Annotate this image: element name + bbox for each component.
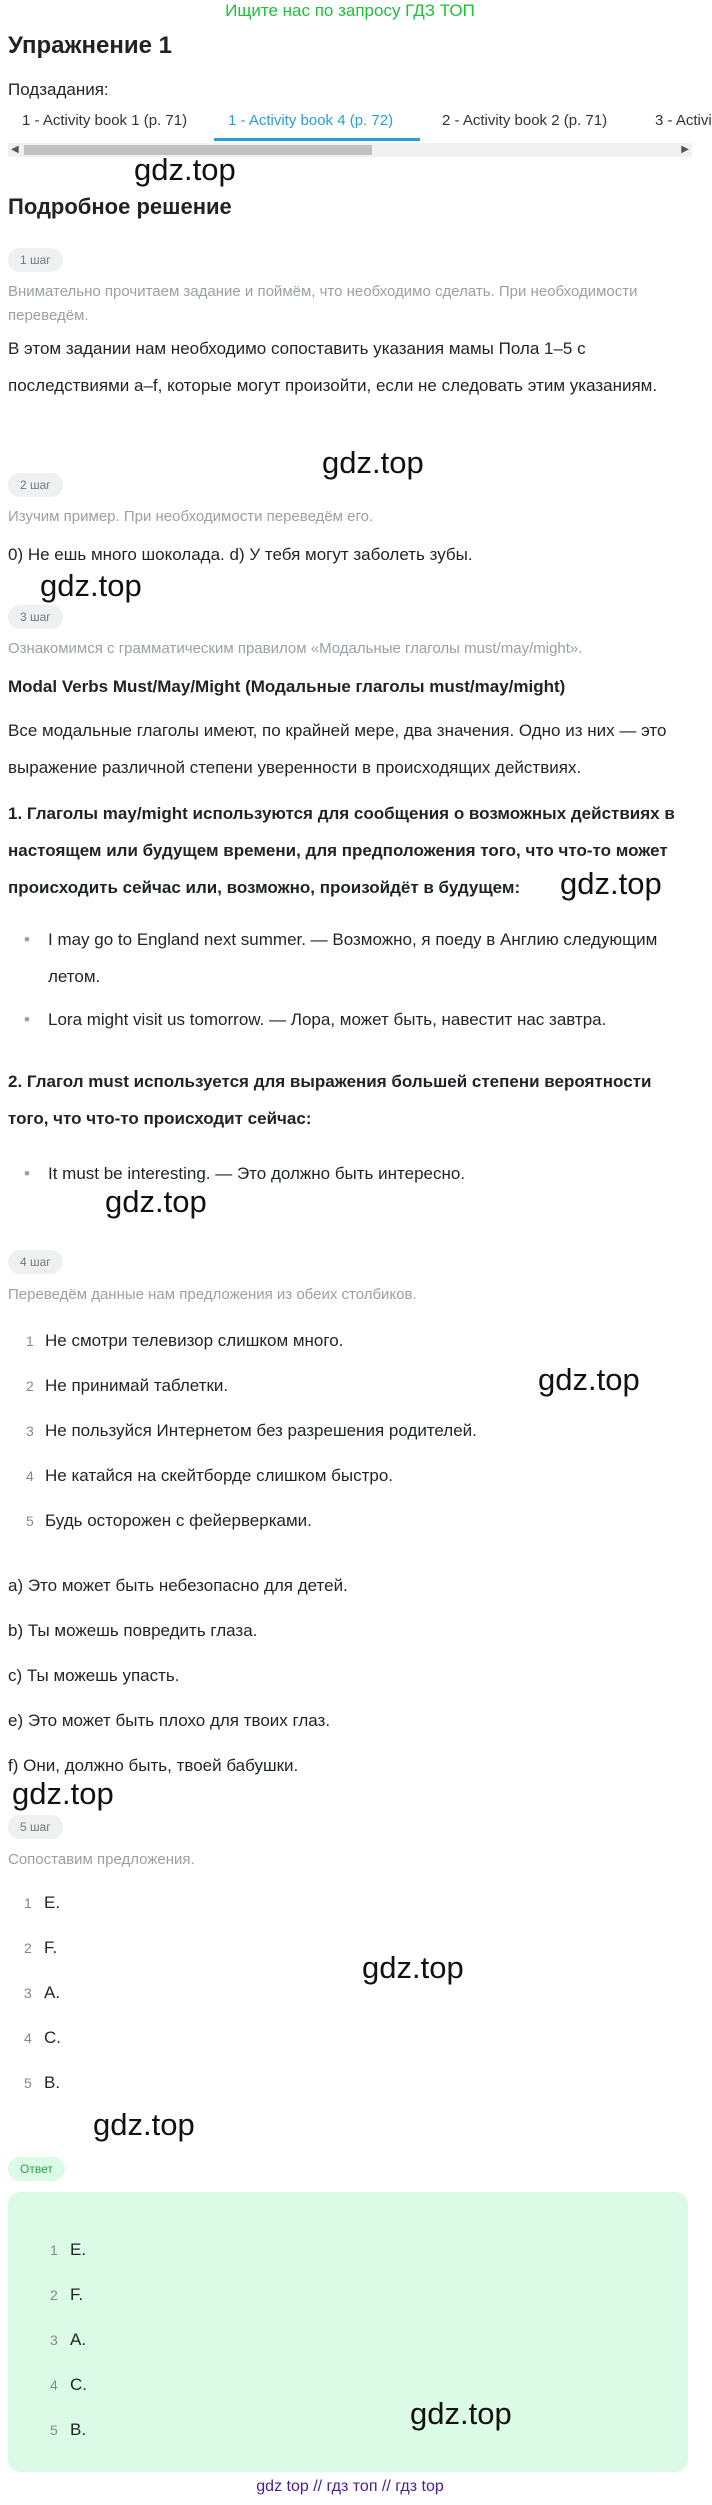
example-text: Lora might visit us tomorrow. — Лора, может быть, навестит нас завтра. xyxy=(48,1010,607,1029)
match-item: E. xyxy=(44,1893,61,1912)
list-number: 5 xyxy=(24,2075,32,2091)
watermark: gdz.top xyxy=(105,1184,207,1219)
step-note: Ознакомимся с грамматическим правилом «Модальные глаголы must/may/might». xyxy=(8,640,583,657)
step-note: Внимательно прочитаем задание и поймём, что необходимо сделать. При необходимости переведём. xyxy=(8,283,638,324)
rule-may-might: 1. Глаголы may/might используются для сообщения о возможных действиях в настоящем или будущем времени, для предположения того, что что-то может происходить сейчас или, возможно, произойдёт в будущем: xyxy=(8,804,675,897)
match-item: A. xyxy=(44,1983,61,2002)
example-item xyxy=(26,1001,676,1038)
tabs-scrollbar[interactable] xyxy=(8,143,692,157)
step-text: В этом задании нам необходимо сопоставить указания мамы Пола 1–5 с последствиями a–f, которые могут произойти, если не следовать этим указаниям. xyxy=(8,339,658,395)
watermark: gdz.top xyxy=(12,1776,114,1811)
list-number: 1 xyxy=(26,1333,34,1349)
step-badge: 5 шаг xyxy=(8,1815,63,1839)
list-number: 5 xyxy=(50,2422,58,2438)
list-number: 2 xyxy=(26,1378,34,1394)
match-item: C. xyxy=(44,2028,61,2047)
subtasks-label: Подзадания: xyxy=(8,80,109,99)
promo-banner[interactable]: Ищите нас по запросу ГДЗ ТОП xyxy=(225,1,475,20)
list-number: 4 xyxy=(50,2377,58,2393)
example-item xyxy=(26,921,676,995)
list-number: 1 xyxy=(50,2242,58,2258)
solution-title: Подробное решение xyxy=(8,194,232,219)
numbered-list xyxy=(0,1323,700,1530)
step-note: Изучим пример. При необходимости переведём его. xyxy=(8,508,374,525)
list-number: 2 xyxy=(24,1940,32,1956)
step-badge: 4 шаг xyxy=(8,1250,63,1274)
letter-item: b) Ты можешь повредить глаза. xyxy=(8,1621,258,1640)
match-item: B. xyxy=(44,2073,61,2092)
list-number: 1 xyxy=(24,1895,32,1911)
step-text: 0) Не ешь много шоколада. d) У тебя могут заболеть зубы. xyxy=(8,545,473,564)
list-item: Не принимай таблетки. xyxy=(45,1376,229,1395)
step-note: Переведём данные нам предложения из обеих столбиков. xyxy=(8,1286,417,1303)
watermark: gdz.top xyxy=(538,1362,640,1397)
list-number: 3 xyxy=(50,2332,58,2348)
scroll-right-icon[interactable]: ▶ xyxy=(681,144,689,155)
rule-intro: Все модальные глаголы имеют, по крайней мере, два значения. Одно из них — это выражение различной степени уверенности в происходящих действиях. xyxy=(8,721,667,777)
watermark: gdz.top xyxy=(362,1950,464,1985)
list-number: 3 xyxy=(26,1423,34,1439)
rule-heading: Modal Verbs Must/May/Might (Модальные глаголы must/may/might) xyxy=(8,677,566,696)
watermark: gdz.top xyxy=(410,2396,512,2431)
match-item: F. xyxy=(44,1938,58,1957)
answer-item: A. xyxy=(70,2330,87,2349)
answer-item: C. xyxy=(70,2375,87,2394)
step-badge: 3 шаг xyxy=(8,605,63,629)
watermark: gdz.top xyxy=(93,2107,195,2142)
answer-item: E. xyxy=(70,2240,87,2259)
step-badge: 2 шаг xyxy=(8,473,63,497)
bullet-icon: • xyxy=(24,1010,30,1029)
example-text: It must be interesting. — Это должно быть интересно. xyxy=(48,1164,466,1183)
answer-item: B. xyxy=(70,2420,87,2439)
list-number: 5 xyxy=(26,1513,34,1529)
letter-item: a) Это может быть небезопасно для детей. xyxy=(8,1576,348,1595)
list-number: 2 xyxy=(50,2287,58,2303)
footer-links[interactable]: gdz top // гдз топ // гдз top xyxy=(256,2478,444,2495)
watermark: gdz.top xyxy=(322,445,424,480)
bullet-icon: • xyxy=(24,930,30,949)
letter-item: c) Ты можешь упасть. xyxy=(8,1666,180,1685)
active-tab-indicator xyxy=(214,138,420,141)
match-list xyxy=(0,1890,700,2090)
watermark: gdz.top xyxy=(40,568,142,603)
answer-badge: Ответ xyxy=(8,2157,65,2181)
list-number: 3 xyxy=(24,1985,32,2001)
page-title: Упражнение 1 xyxy=(8,32,172,59)
tab-activity-book-4[interactable]: 1 - Activity book 4 (p. 72) xyxy=(228,112,394,129)
tab-activity-book-2[interactable]: 2 - Activity book 2 (p. 71) xyxy=(442,112,608,129)
letter-item: e) Это может быть плохо для твоих глаз. xyxy=(8,1711,331,1730)
watermark: gdz.top xyxy=(134,152,236,187)
list-item: Не смотри телевизор слишком много. xyxy=(45,1331,344,1350)
example-text: I may go to England next summer. — Возможно, я поеду в Англию следующим летом. xyxy=(48,930,658,986)
scroll-left-icon[interactable]: ◀ xyxy=(11,144,19,155)
answer-box xyxy=(8,2192,688,2472)
tab-activity-book-3[interactable]: 3 - Activi xyxy=(655,112,712,129)
step-badge: 1 шаг xyxy=(8,248,63,272)
list-item: Не катайся на скейтборде слишком быстро. xyxy=(45,1466,394,1485)
subtask-tabs xyxy=(0,104,712,142)
letter-item: f) Они, должно быть, твоей бабушки. xyxy=(8,1756,299,1775)
list-item: Будь осторожен с фейерверками. xyxy=(45,1511,312,1530)
rule-must: 2. Глагол must используется для выражения большей степени вероятности того, что что-то происходит сейчас: xyxy=(8,1072,652,1128)
tab-activity-book-1[interactable]: 1 - Activity book 1 (p. 71) xyxy=(22,112,188,129)
list-item: Не пользуйся Интернетом без разрешения родителей. xyxy=(45,1421,477,1440)
watermark: gdz.top xyxy=(560,866,662,901)
list-number: 4 xyxy=(26,1468,34,1484)
bullet-icon: • xyxy=(24,1164,30,1183)
step-note: Сопоставим предложения. xyxy=(8,1851,195,1868)
answer-item: F. xyxy=(70,2285,84,2304)
list-number: 4 xyxy=(24,2030,32,2046)
